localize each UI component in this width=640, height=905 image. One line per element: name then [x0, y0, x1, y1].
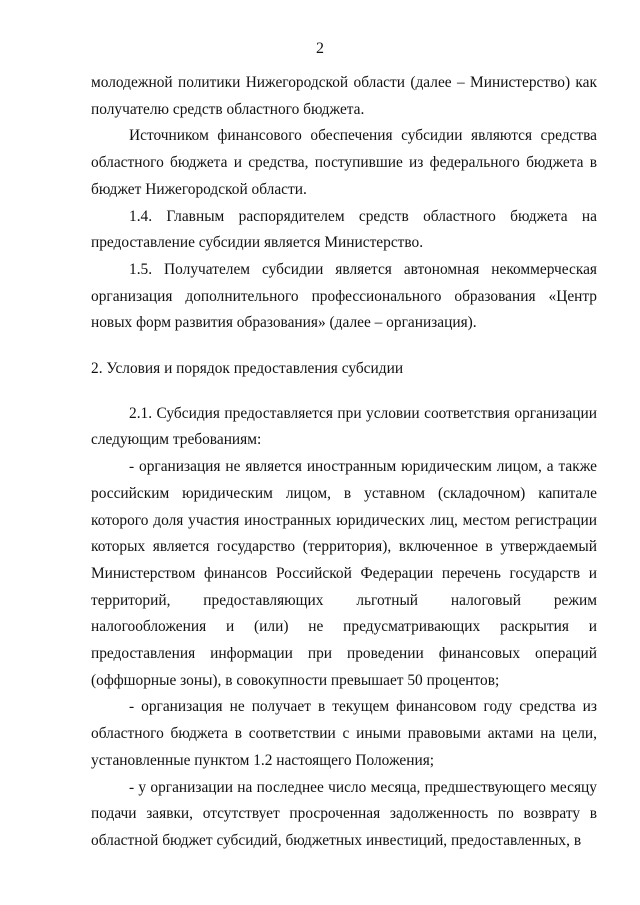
paragraph-1-5: 1.5. Получателем субсидии является автономная некоммерческая организация дополнительного профессионального образования «Центр новых форм развития образования» (далее – организация). — [91, 260, 597, 332]
list-item-no-other-funds: - организация не получает в текущем финансовом году средства из областного бюджета в соответствии с иными правовыми актами на цели, установленные пунктом 1.2 настоящего Положения; — [91, 698, 597, 769]
paragraph-1-4: 1.4. Главным распорядителем средств областного бюджета на предоставление субсидии является Министерство. — [91, 207, 597, 252]
paragraph-2-1: 2.1. Субсидия предоставляется при условии соответствия организации следующим требованиям: — [91, 404, 597, 449]
document-body — [91, 70, 597, 855]
list-item-no-overdue-debt: - у организации на последнее число месяца, предшествующего месяцу подачи заявки, отсутствует просроченная задолженность по возврату в областной бюджет субсидий, бюджетных инвестиций, предоставленных, в — [91, 778, 597, 849]
paragraph-continuation: молодежной политики Нижегородской области (далее – Министерство) как получателю средств областного бюджета. — [91, 74, 597, 118]
paragraph-funding-source: Источником финансового обеспечения субсидии являются средства областного бюджета и средства, поступившие из федерального бюджета в бюджет Нижегородской области. — [91, 127, 597, 198]
list-item-foreign-entity: - организация не является иностранным юридическим лицом, а также российским юридическим лицом, в уставном (складочном) капитале которого доля участия иностранных юридических лиц, местом регистрации которых является государство (территория), включенное в утверждаемый Министерством финансов Российской Федерации перечень государств и территорий, предоставляющих льготный налоговый режим налогообложения и (или) не предусматривающих раскрытия и предоставления информации при проведении финансовых операций (оффшорные зоны), в совокупности превышает 50 процентов; — [91, 458, 597, 689]
page-number: 2 — [316, 40, 324, 57]
section-heading: 2. Условия и порядок предоставления субсидии — [91, 360, 404, 378]
